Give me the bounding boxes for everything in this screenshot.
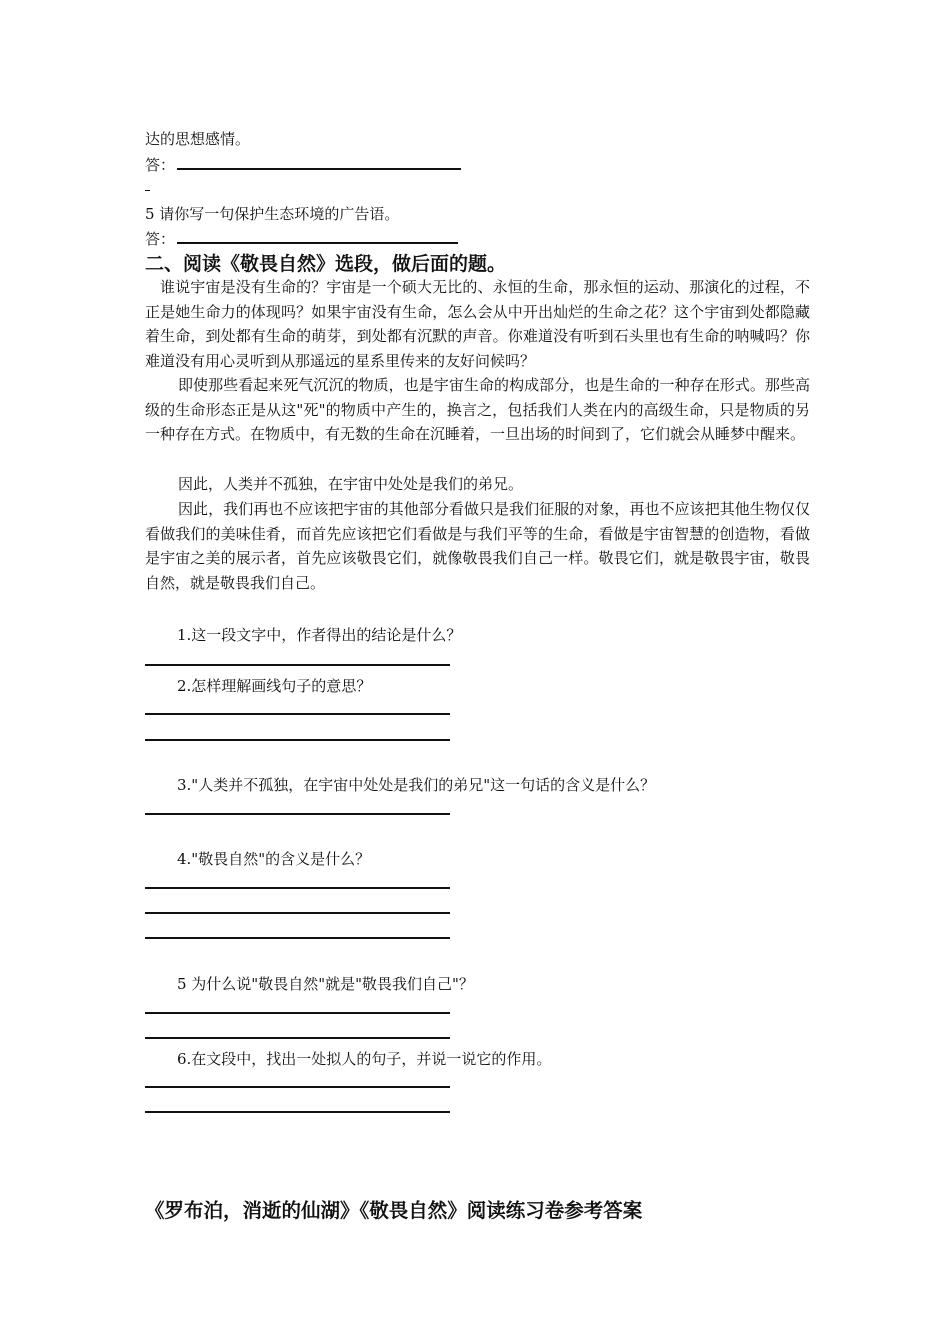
answer-label-1: 答： <box>145 156 176 174</box>
passage-paragraph-2: 即使那些看起来死气沉沉的物质，也是宇宙生命的构成部分，也是生命的一种存在形式。那些高级的生命形态正是从这"死"的物质中产生的，换言之，包括我们人类在内的高级生命，只是物质的另一种存在方式。在物质中，有无数的生命在沉睡着，一旦出场的时间到了，它们就会从睡梦中醒来。 <box>145 376 810 444</box>
q6-answer-line-2[interactable] <box>145 1111 450 1113</box>
question-6: 6.在文段中，找出一处拟人的句子，并说一说它的作用。 <box>177 1050 552 1068</box>
question-1: 1.这一段文字中，作者得出的结论是什么？ <box>177 626 462 644</box>
prev-question-fragment: 达的思想感情。 <box>145 130 251 148</box>
q5-prompt: 5 请你写一句保护生态环境的广告语。 <box>145 205 400 223</box>
q4-answer-line-1[interactable] <box>145 887 450 889</box>
passage-paragraph-1: 谁说宇宙是没有生命的？宇宙是一个硕大无比的、永恒的生命，那永恒的运动、那演化的过程，不正是她生命力的体现吗？如果宇宙没有生命，怎么会从中开出灿烂的生命之花？这个宇宙到处都隐藏着生命，到处都有生命的萌芽，到处都有沉默的声音。你难道没有听到石头里也有生命的呐喊吗？你难道没有用心灵听到从那遥远的星系里传来的友好问候吗？ <box>145 278 810 371</box>
q4-answer-line-3[interactable] <box>145 937 450 939</box>
q5-answer-line-1[interactable] <box>145 1012 450 1014</box>
stray-mark <box>145 190 150 191</box>
question-4: 4."敬畏自然"的含义是什么？ <box>177 850 371 868</box>
passage-paragraph-3: 因此，人类并不孤独，在宇宙中处处是我们的弟兄。 <box>178 475 524 493</box>
q2-answer-line-1[interactable] <box>145 713 450 715</box>
answer-key-title: 《罗布泊，消逝的仙湖》《敬畏自然》阅读练习卷参考答案 <box>145 1199 643 1222</box>
q2-answer-line-2[interactable] <box>145 739 450 741</box>
passage-paragraph-4: 因此，我们再也不应该把宇宙的其他部分看做只是我们征服的对象，再也不应该把其他生物仅仅看做我们的美味佳肴，而首先应该把它们看做是与我们平等的生命，看做是宇宙智慧的创造物，看做是宇宙之美的展示者，首先应该敬畏它们，就像敬畏我们自己一样。敬畏它们，就是敬畏宇宙，敬畏自然，就是敬畏我们自己。 <box>145 500 810 593</box>
q4-answer-line-2[interactable] <box>145 912 450 914</box>
answer-line-2[interactable] <box>177 242 458 244</box>
q6-answer-line-1[interactable] <box>145 1086 450 1088</box>
q5-answer-line-2[interactable] <box>145 1037 450 1039</box>
question-2: 2.怎样理解画线句子的意思？ <box>177 677 372 695</box>
answer-label-2: 答： <box>145 230 176 248</box>
section-title: 二、阅读《敬畏自然》选段，做后面的题。 <box>145 253 507 275</box>
q1-answer-line-1[interactable] <box>145 664 450 666</box>
question-3: 3."人类并不孤独，在宇宙中处处是我们的弟兄"这一句话的含义是什么？ <box>177 776 656 794</box>
answer-line-1[interactable] <box>177 168 461 170</box>
q3-answer-line-1[interactable] <box>145 813 450 815</box>
question-5: 5 为什么说"敬畏自然"就是"敬畏我们自己"？ <box>177 975 474 993</box>
